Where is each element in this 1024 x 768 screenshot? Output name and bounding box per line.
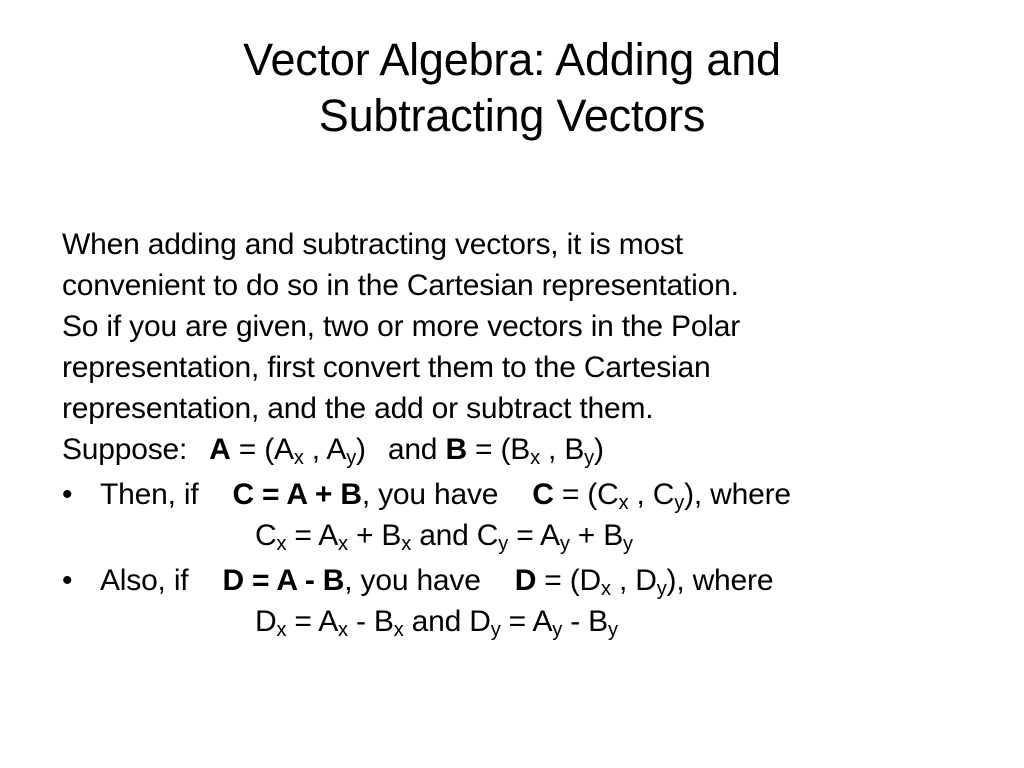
- cx-symbol: C: [255, 519, 277, 552]
- vector-c-comma: , C: [628, 478, 675, 511]
- vector-c-where: ), where: [684, 478, 791, 511]
- bullet-subtraction: [62, 560, 972, 642]
- vector-a-sub-x: x: [293, 447, 304, 469]
- dy-a-sub: y: [552, 619, 563, 641]
- dy-sub: y: [490, 619, 501, 641]
- vector-d-where: ), where: [666, 564, 774, 597]
- addition-expression: C = A + B: [232, 478, 362, 511]
- vector-a-comma: , A: [303, 433, 347, 466]
- dy-and: and D: [403, 605, 491, 638]
- cx-plus-b: + B: [347, 519, 402, 552]
- subtraction-components-line: [62, 601, 972, 642]
- suppose-label: Suppose:: [62, 433, 188, 466]
- vector-d-eq: = (D: [536, 564, 602, 597]
- cy-b-sub: y: [623, 533, 633, 555]
- cy-a-sub: y: [559, 533, 570, 555]
- vector-a-close: ): [356, 433, 366, 466]
- intro-line-4: representation, first convert them to the Cartesian: [62, 351, 711, 384]
- vector-b-sub-y: y: [584, 447, 594, 469]
- vector-b-sub-x: x: [530, 447, 540, 469]
- dx-sub: x: [276, 619, 287, 641]
- addition-lead: Then, if: [100, 478, 199, 511]
- bullet-subtraction-line-1: [62, 560, 972, 601]
- slide-body: [62, 224, 972, 642]
- intro-line-2: convenient to do so in the Cartesian representation.: [62, 269, 739, 302]
- suppose-line: [62, 429, 972, 470]
- cx-sub: x: [276, 533, 287, 555]
- cx-b-sub: x: [401, 533, 412, 555]
- dx-a-sub: x: [338, 619, 348, 641]
- vector-a-eq: = (A: [230, 433, 294, 466]
- addition-components-line: [62, 515, 972, 556]
- dx-minus-b: - B: [347, 605, 394, 638]
- bullet-addition-line-1: [62, 474, 972, 515]
- vector-c-sub-y: y: [674, 492, 685, 514]
- intro-line-1: When adding and subtracting vectors, it is most: [62, 228, 683, 261]
- vector-c-sub-x: x: [618, 492, 629, 514]
- slide-title-line-1: Vector Algebra: Adding and: [243, 34, 781, 85]
- intro-line-5: representation, and the add or subtract them.: [62, 392, 654, 425]
- dy-minus-b: - B: [562, 605, 608, 638]
- cy-eq-a: = A: [508, 519, 560, 552]
- cy-and: and C: [411, 519, 499, 552]
- subtraction-lead: Also, if: [100, 564, 189, 597]
- cx-eq-a: = A: [286, 519, 339, 552]
- slide-title: [60, 32, 964, 144]
- bullet-addition: [62, 474, 972, 556]
- dx-symbol: D: [255, 605, 277, 638]
- dy-eq-a: = A: [500, 605, 553, 638]
- vector-d-sub-y: y: [656, 578, 667, 600]
- vector-c-symbol: C: [532, 478, 554, 511]
- bullet-dot-icon: •: [62, 564, 73, 597]
- cy-plus-b: + B: [569, 519, 624, 552]
- slide-title-line-2: Subtracting Vectors: [318, 90, 706, 141]
- suppose-and: and: [387, 433, 438, 466]
- vector-c-eq: = (C: [553, 478, 619, 511]
- vector-b-eq: = (B: [466, 433, 531, 466]
- dx-b-sub: x: [393, 619, 404, 641]
- bullet-dot-icon: •: [62, 478, 73, 511]
- vector-d-comma: , D: [610, 564, 657, 597]
- vector-a-symbol: A: [209, 433, 231, 466]
- vector-b-symbol: B: [445, 433, 467, 466]
- vector-b-close: ): [593, 433, 604, 466]
- vector-d-symbol: D: [514, 564, 537, 597]
- dx-eq-a: = A: [286, 605, 339, 638]
- intro-line-3: So if you are given, two or more vectors in the Polar: [62, 310, 741, 343]
- cy-sub: y: [498, 533, 509, 555]
- vector-d-sub-x: x: [601, 578, 611, 600]
- cx-a-sub: x: [338, 533, 348, 555]
- vector-a-sub-y: y: [346, 447, 357, 469]
- vector-b-comma: , B: [539, 433, 585, 466]
- subtraction-expression: D = A - B: [222, 564, 345, 597]
- dy-b-sub: y: [607, 619, 618, 641]
- subtraction-mid: , you have: [344, 564, 481, 597]
- addition-mid: , you have: [361, 478, 499, 511]
